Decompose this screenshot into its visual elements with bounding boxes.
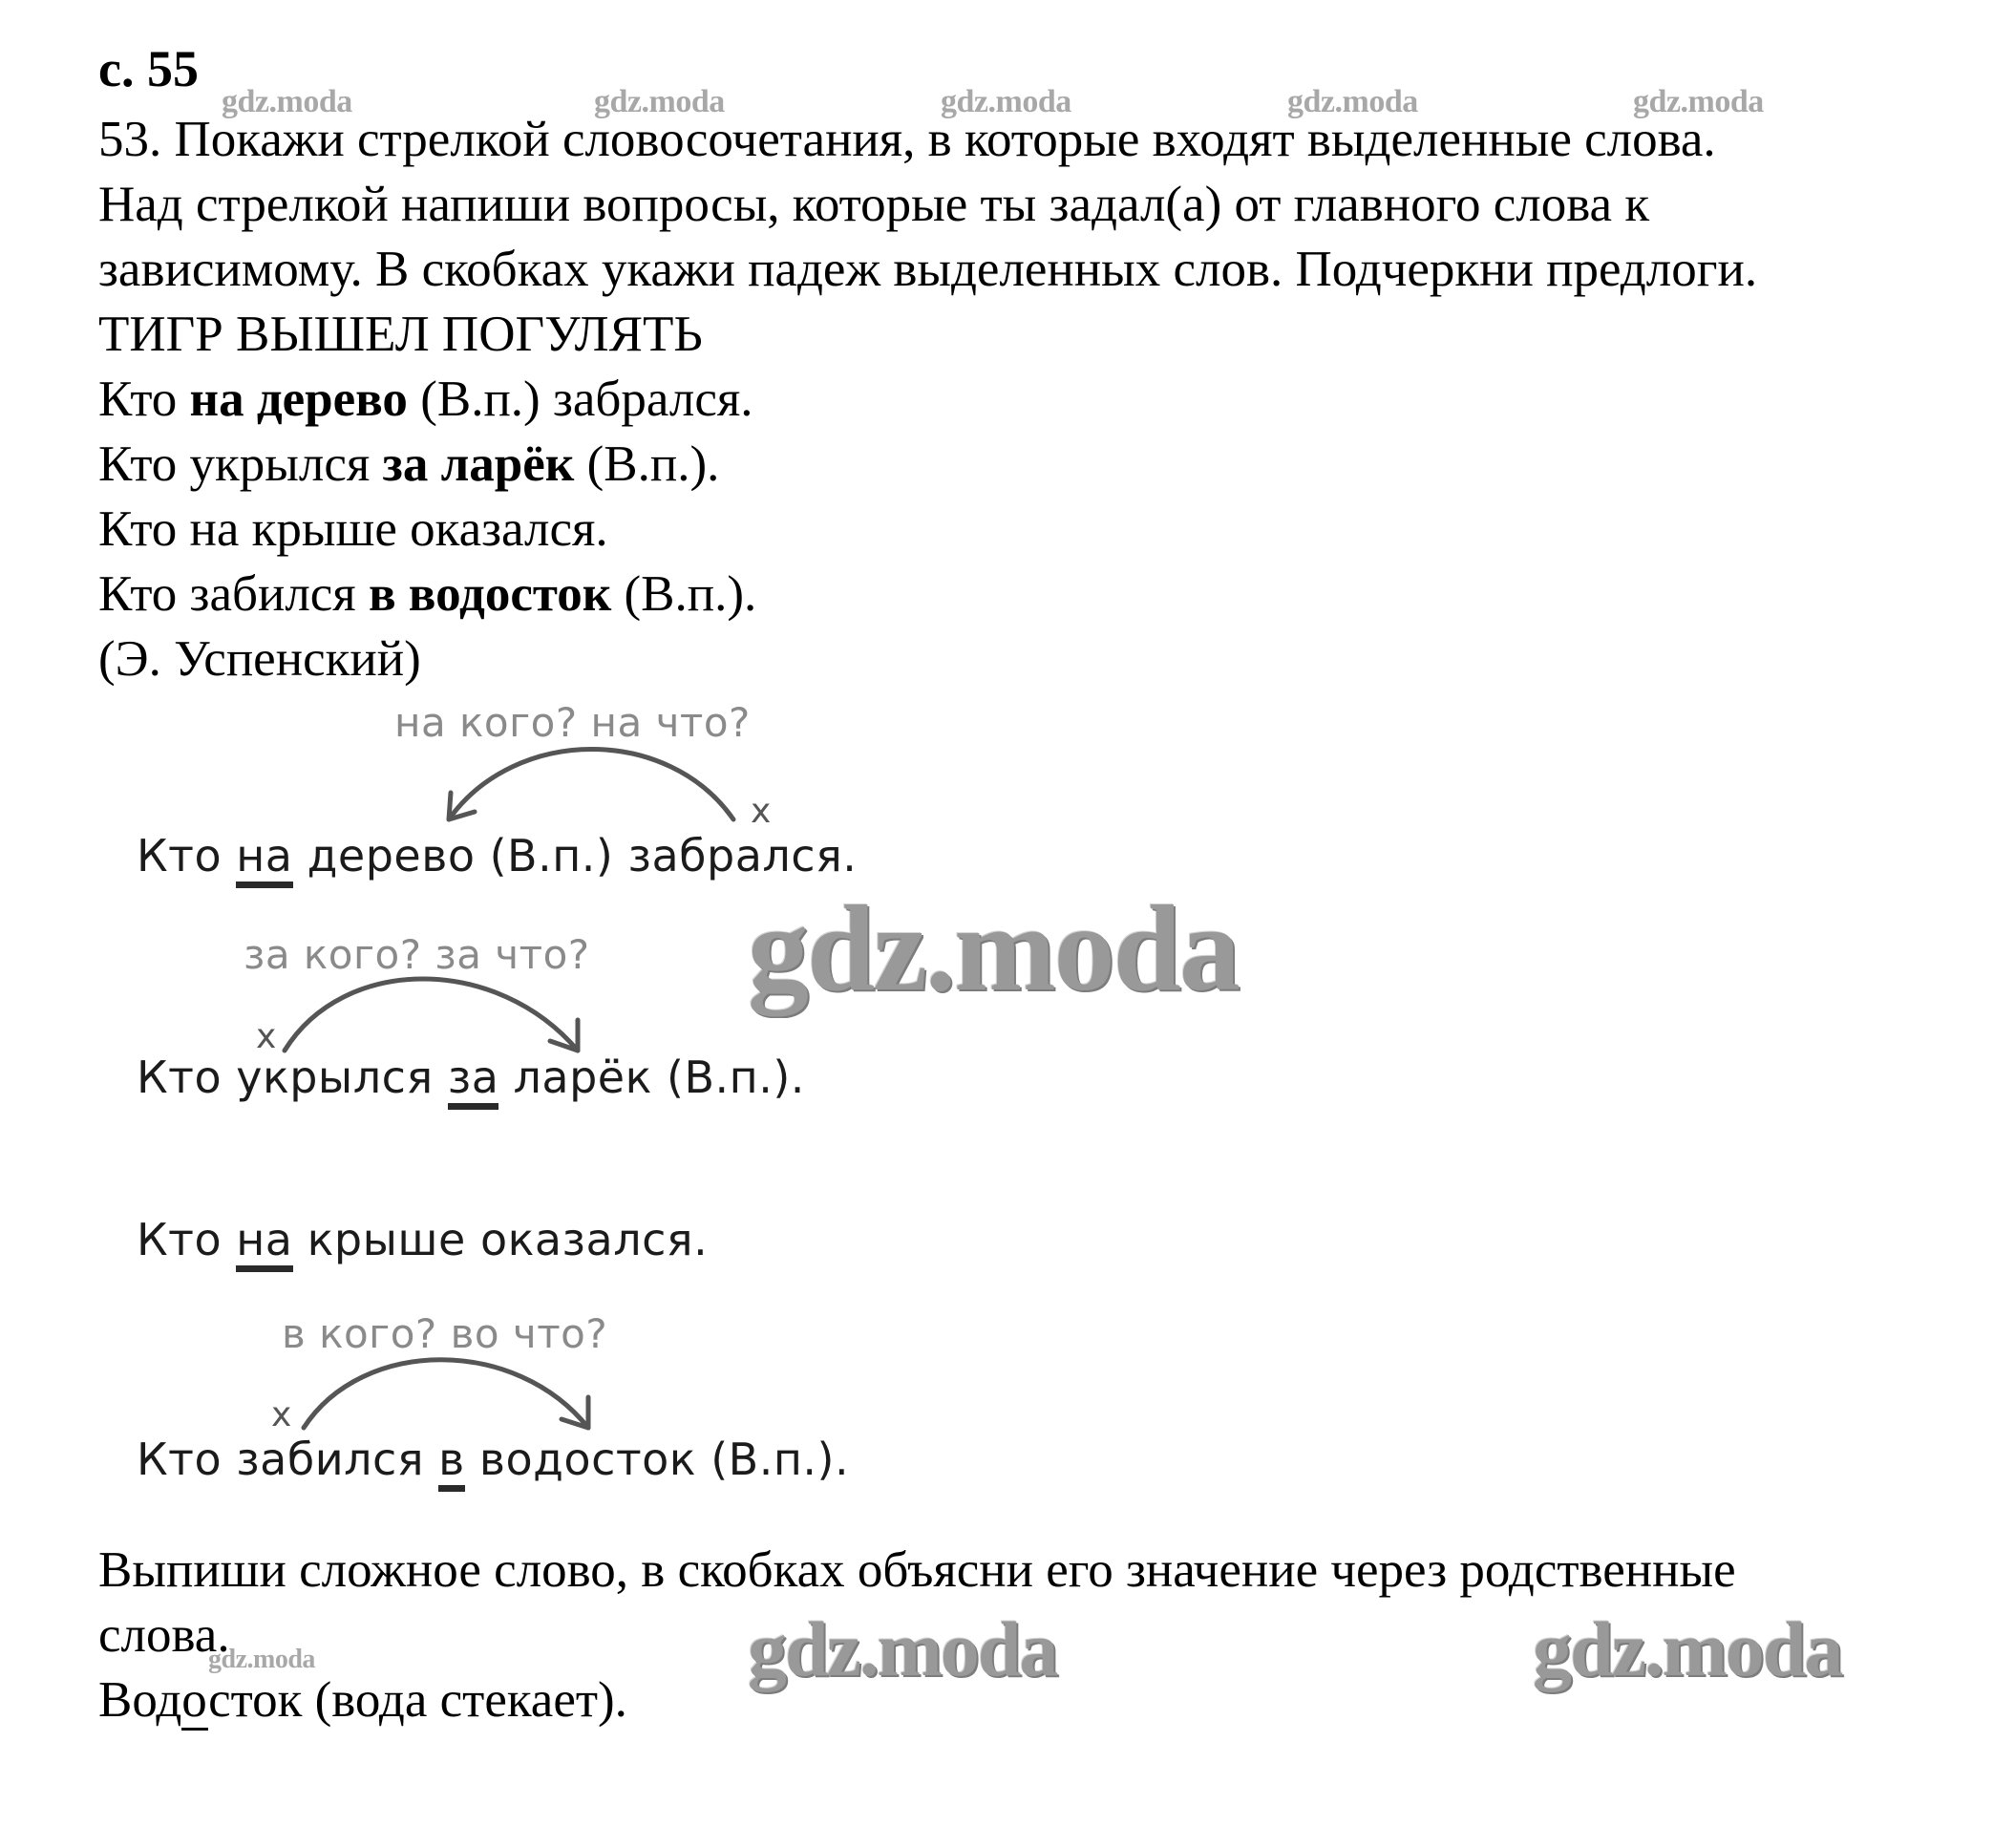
watermark: gdz.moda (748, 1605, 1057, 1692)
exercise-sentence: Кто укрылся за ларёк (В.п.). (137, 1051, 805, 1104)
exercise-sentence: Кто на дерево (В.п.) забрался. (137, 829, 857, 882)
page-number: с. 55 (98, 40, 199, 97)
preposition: в (438, 1434, 465, 1492)
poem-title: ТИГР ВЫШЕЛ ПОГУЛЯТЬ (98, 307, 703, 362)
poem-line: Кто укрылся за ларёк (В.п.). (98, 436, 720, 492)
question-label: за кого? за что? (244, 931, 590, 978)
bottom-task-line: Выпиши сложное слово, в скобках объясни его значение через родственные (98, 1542, 1736, 1598)
arrow-1 (449, 750, 733, 820)
watermark: gdz.moda (1533, 1605, 1842, 1692)
poem-line: Кто на дерево (В.п.) забрался. (98, 372, 753, 427)
bottom-task-line: слова. (98, 1607, 230, 1663)
watermark: gdz.moda (1633, 84, 1764, 119)
exercise-sentence: Кто забился в водосток (В.п.). (137, 1433, 849, 1486)
watermark: gdz.moda (208, 1645, 315, 1674)
exercise-sentence: Кто на крыше оказался. (137, 1213, 708, 1266)
task-line: зависимому. В скобках укажи падеж выделенных слов. Подчеркни предлоги. (98, 242, 1758, 297)
x-mark: х (751, 792, 772, 831)
preposition: на (236, 830, 292, 888)
task-line: 53. Покажи стрелкой словосочетания, в которые входят выделенные слова. (98, 112, 1716, 167)
question-label: на кого? на что? (394, 699, 751, 746)
poem-line: Кто на крыше оказался. (98, 501, 608, 557)
arrow-2 (285, 979, 578, 1051)
connecting-vowel: о (181, 1672, 208, 1731)
answer-line: Водосток (вода стекает). (98, 1667, 627, 1732)
preposition: за (448, 1051, 499, 1110)
watermark: gdz.moda (941, 84, 1071, 119)
x-mark: х (256, 1017, 277, 1056)
task-line: Над стрелкой напиши вопросы, которые ты задал(а) от главного слова к (98, 177, 1650, 232)
preposition: на (236, 1214, 292, 1272)
x-mark: х (271, 1395, 292, 1434)
watermark: gdz.moda (594, 84, 725, 119)
watermark: gdz.moda (1287, 84, 1418, 119)
poem-author: (Э. Успенский) (98, 631, 421, 687)
watermark: gdz.moda (748, 881, 1239, 1016)
question-label: в кого? во что? (282, 1310, 608, 1357)
watermark: gdz.moda (222, 84, 352, 119)
arrow-4 (304, 1360, 588, 1428)
poem-line: Кто забился в водосток (В.п.). (98, 566, 757, 622)
